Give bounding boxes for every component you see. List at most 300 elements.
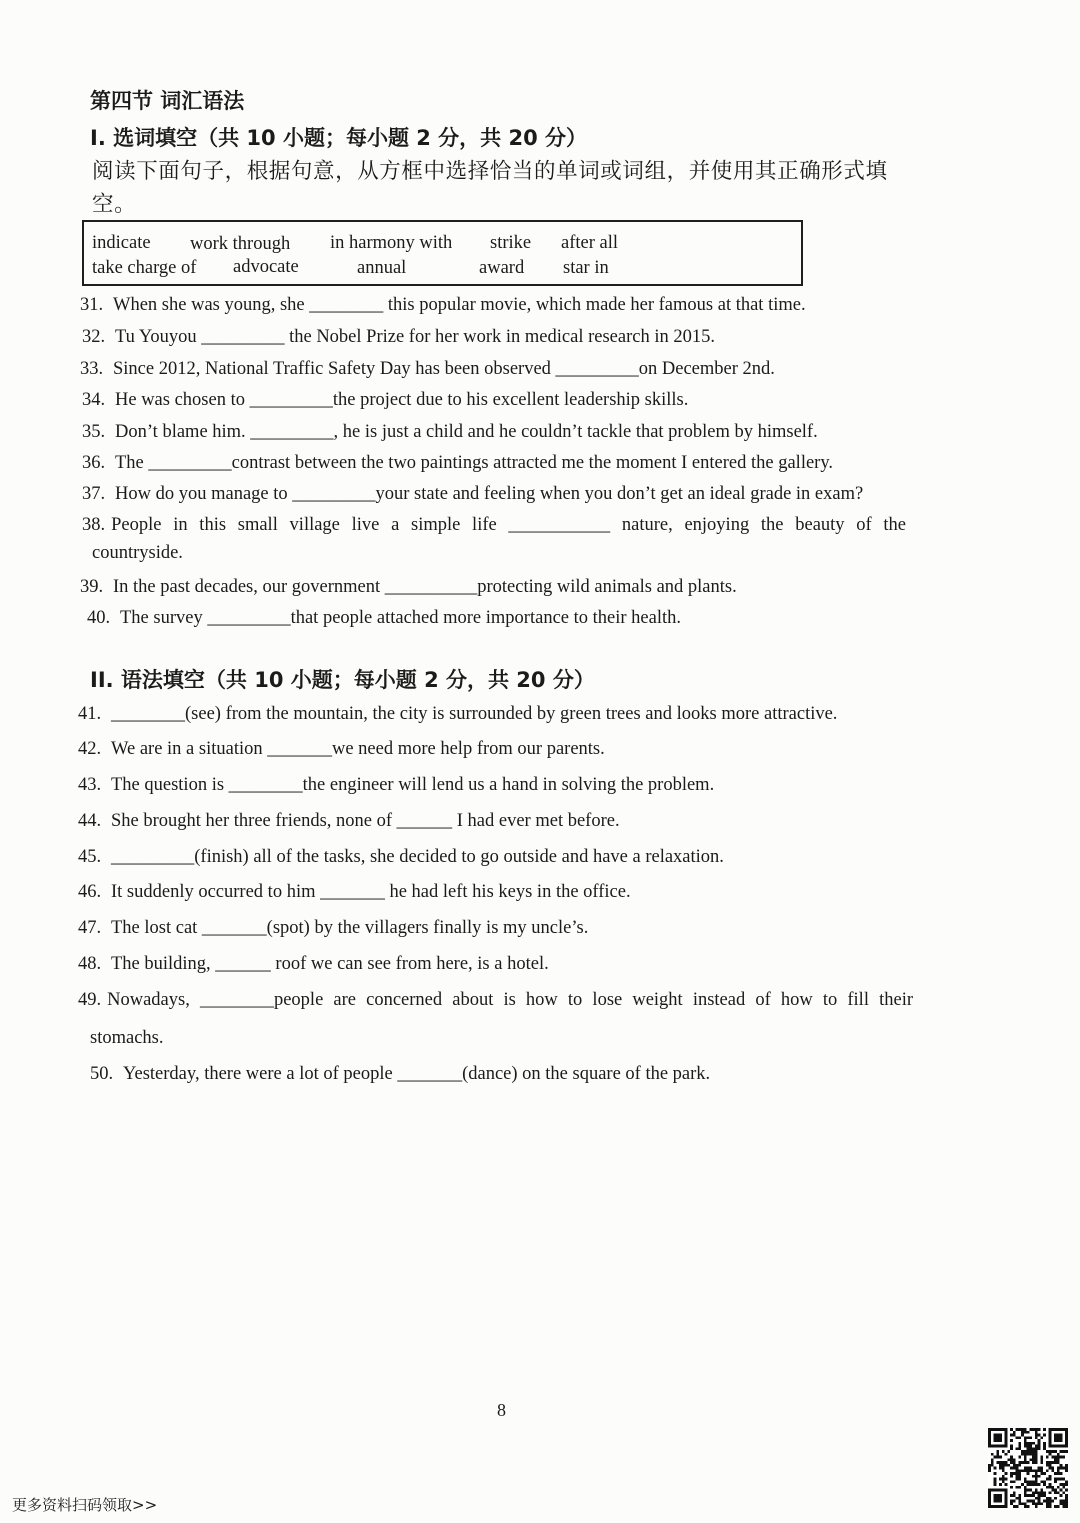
qr-module — [1060, 1472, 1063, 1475]
qr-module — [1038, 1502, 1041, 1505]
qr-module — [1016, 1428, 1019, 1431]
qr-module — [1035, 1478, 1038, 1481]
qr-module — [1016, 1475, 1019, 1478]
qr-module — [1057, 1467, 1060, 1470]
qr-module — [999, 1461, 1002, 1464]
qr-module — [1018, 1486, 1021, 1489]
qr-module — [1005, 1483, 1008, 1486]
qr-module — [1029, 1450, 1032, 1453]
qr-module — [1032, 1494, 1035, 1497]
qr-module — [1024, 1436, 1027, 1439]
qr-module — [1060, 1494, 1063, 1497]
section-title: 第四节 词汇语法 — [90, 89, 245, 113]
qr-module — [1040, 1469, 1043, 1472]
qr-module — [1024, 1469, 1027, 1472]
qr-module — [1035, 1458, 1038, 1461]
question-31 — [80, 293, 806, 317]
qr-module — [1016, 1467, 1019, 1470]
word-option: star in — [563, 258, 609, 278]
qr-module — [994, 1478, 997, 1481]
qr-module — [1062, 1478, 1065, 1481]
question-text: Yesterday, there were a lot of people _______(dance) on the square of the park. — [123, 1064, 711, 1084]
qr-module — [1010, 1494, 1013, 1497]
qr-module — [1046, 1461, 1049, 1464]
qr-module — [1024, 1431, 1027, 1434]
qr-module — [1016, 1436, 1019, 1439]
qr-module — [1029, 1458, 1032, 1461]
qr-module — [1046, 1502, 1049, 1505]
qr-module — [1038, 1469, 1041, 1472]
qr-module — [1060, 1502, 1063, 1505]
qr-module — [1029, 1500, 1032, 1503]
question-45 — [78, 845, 724, 869]
qr-module — [1035, 1502, 1038, 1505]
question-text: How do you manage to _________your state and feeling when you don’t get an ideal grade in exam? — [115, 484, 864, 504]
qr-module — [1010, 1475, 1013, 1478]
question-49 — [78, 988, 913, 1012]
qr-module — [1021, 1461, 1024, 1464]
qr-module — [996, 1453, 999, 1456]
part1-heading: I. 选词填空（共 10 小题；每小题 2 分，共 20 分） — [90, 126, 588, 150]
qr-module — [1043, 1494, 1046, 1497]
qr-module — [1035, 1480, 1038, 1483]
qr-module — [991, 1453, 994, 1456]
qr-module — [994, 1480, 997, 1483]
qr-module — [1051, 1467, 1054, 1470]
qr-module — [1043, 1472, 1046, 1475]
qr-code-icon[interactable] — [988, 1428, 1068, 1508]
qr-module — [1010, 1502, 1013, 1505]
qr-module — [1054, 1491, 1057, 1494]
qr-module — [1021, 1434, 1024, 1437]
qr-module — [1065, 1505, 1068, 1508]
qr-module — [1049, 1502, 1052, 1505]
qr-module — [1024, 1428, 1027, 1431]
question-text: We are in a situation _______we need more help from our parents. — [111, 739, 605, 759]
word-option: advocate — [233, 257, 299, 277]
qr-module — [1002, 1461, 1005, 1464]
qr-module — [1016, 1447, 1019, 1450]
qr-module — [1038, 1445, 1041, 1448]
qr-module — [1040, 1467, 1043, 1470]
qr-module — [1029, 1436, 1032, 1439]
qr-module — [1046, 1478, 1049, 1481]
question-text: ________(see) from the mountain, the city is surrounded by green trees and looks more attractive. — [111, 704, 838, 724]
qr-module — [1065, 1489, 1068, 1492]
qr-module — [1065, 1500, 1068, 1503]
qr-module — [1021, 1502, 1024, 1505]
question-text: Since 2012, National Traffic Safety Day has been observed _________on December 2nd. — [113, 359, 775, 379]
question-number: 37. — [82, 484, 106, 504]
qr-module — [1010, 1434, 1013, 1437]
question-49-continuation: stomachs. — [90, 1028, 164, 1048]
qr-module — [1054, 1489, 1057, 1492]
qr-module — [1043, 1442, 1046, 1445]
qr-module — [1043, 1500, 1046, 1503]
qr-module — [1010, 1472, 1013, 1475]
qr-module — [991, 1464, 994, 1467]
qr-module — [1027, 1483, 1030, 1486]
qr-module — [1043, 1491, 1046, 1494]
qr-module — [1049, 1500, 1052, 1503]
qr-module — [1027, 1445, 1030, 1448]
qr-module — [1043, 1445, 1046, 1448]
qr-module — [1043, 1483, 1046, 1486]
question-number: 43. — [78, 775, 102, 795]
qr-module — [1016, 1486, 1019, 1489]
qr-module — [1057, 1472, 1060, 1475]
qr-module — [1038, 1494, 1041, 1497]
qr-module — [1049, 1491, 1052, 1494]
qr-module — [1010, 1428, 1013, 1431]
qr-module — [1016, 1497, 1019, 1500]
word-option: strike — [490, 233, 532, 253]
qr-module — [1062, 1505, 1065, 1508]
qr-module — [1027, 1436, 1030, 1439]
question-44 — [78, 809, 620, 833]
qr-module — [1040, 1461, 1043, 1464]
qr-module — [1018, 1469, 1021, 1472]
qr-module — [1035, 1489, 1038, 1492]
question-number: 46. — [78, 882, 102, 902]
qr-module — [1062, 1467, 1065, 1470]
question-36 — [82, 451, 833, 475]
qr-module — [1038, 1500, 1041, 1503]
qr-module — [1032, 1502, 1035, 1505]
qr-module — [1005, 1464, 1008, 1467]
qr-module — [1060, 1478, 1063, 1481]
qr-module — [1032, 1475, 1035, 1478]
qr-module — [1002, 1475, 1005, 1478]
question-33 — [80, 357, 775, 381]
qr-module — [1057, 1505, 1060, 1508]
qr-module — [1027, 1431, 1030, 1434]
qr-module — [1049, 1475, 1052, 1478]
qr-module — [1046, 1469, 1049, 1472]
qr-module — [1024, 1456, 1027, 1459]
qr-module — [1049, 1467, 1052, 1470]
qr-module — [1002, 1450, 1005, 1453]
qr-module — [988, 1464, 991, 1467]
qr-module — [1024, 1489, 1027, 1492]
qr-module — [1007, 1464, 1010, 1467]
qr-module — [1021, 1469, 1024, 1472]
qr-module — [1021, 1431, 1024, 1434]
word-option: indicate — [92, 233, 151, 253]
qr-module — [1024, 1494, 1027, 1497]
qr-module — [1049, 1453, 1052, 1456]
question-40 — [87, 606, 681, 630]
qr-module — [1065, 1483, 1068, 1486]
word-option: take charge of — [92, 258, 197, 278]
qr-module — [1024, 1453, 1027, 1456]
qr-module — [1035, 1453, 1038, 1456]
question-text: The building, ______ roof we can see from here, is a hotel. — [111, 954, 549, 974]
qr-module — [1049, 1486, 1052, 1489]
qr-module — [1021, 1428, 1024, 1431]
qr-module — [1054, 1505, 1057, 1508]
qr-module — [1065, 1467, 1068, 1470]
question-35 — [82, 420, 818, 444]
qr-module — [1032, 1480, 1035, 1483]
qr-module — [1032, 1491, 1035, 1494]
qr-module — [1027, 1489, 1030, 1492]
qr-module — [1035, 1469, 1038, 1472]
qr-module — [1065, 1494, 1068, 1497]
qr-module — [1046, 1500, 1049, 1503]
qr-module — [1027, 1442, 1030, 1445]
qr-module — [1002, 1478, 1005, 1481]
qr-module — [1032, 1461, 1035, 1464]
qr-module — [1043, 1447, 1046, 1450]
qr-module — [1040, 1480, 1043, 1483]
question-43 — [78, 773, 714, 797]
qr-module — [1002, 1469, 1005, 1472]
qr-module — [1013, 1480, 1016, 1483]
qr-module — [1046, 1456, 1049, 1459]
qr-module — [1038, 1434, 1041, 1437]
qr-module — [1035, 1450, 1038, 1453]
word-option: annual — [357, 258, 407, 278]
qr-module — [1035, 1431, 1038, 1434]
question-number: 39. — [80, 577, 104, 597]
qr-module — [1002, 1464, 1005, 1467]
qr-module — [1024, 1480, 1027, 1483]
qr-module — [1040, 1472, 1043, 1475]
question-number: 48. — [78, 954, 102, 974]
qr-module — [999, 1456, 1002, 1459]
qr-module — [1035, 1497, 1038, 1500]
qr-module — [1018, 1464, 1021, 1467]
qr-module — [1046, 1464, 1049, 1467]
qr-module — [1024, 1491, 1027, 1494]
question-number: 36. — [82, 453, 106, 473]
qr-module — [1010, 1480, 1013, 1483]
qr-module — [1035, 1447, 1038, 1450]
question-text: The question is ________the engineer will lend us a hand in solving the problem. — [111, 775, 715, 795]
question-46 — [78, 880, 631, 904]
qr-module — [1035, 1434, 1038, 1437]
qr-module — [1029, 1489, 1032, 1492]
qr-module — [1035, 1472, 1038, 1475]
qr-module — [1027, 1505, 1030, 1508]
qr-module — [1010, 1445, 1013, 1448]
qr-module — [1035, 1445, 1038, 1448]
qr-module — [996, 1450, 999, 1453]
qr-module — [1024, 1445, 1027, 1448]
qr-module — [1054, 1478, 1057, 1481]
question-number: 32. — [82, 327, 106, 347]
qr-module — [1032, 1453, 1035, 1456]
qr-module — [999, 1464, 1002, 1467]
qr-module — [1035, 1475, 1038, 1478]
word-option: in harmony with — [330, 233, 453, 253]
qr-module — [1062, 1456, 1065, 1459]
qr-module — [1027, 1461, 1030, 1464]
question-number: 49. — [78, 990, 102, 1010]
qr-module — [1032, 1483, 1035, 1486]
question-number: 44. — [78, 811, 102, 831]
qr-module — [1040, 1494, 1043, 1497]
qr-module — [1024, 1439, 1027, 1442]
qr-module — [1054, 1450, 1057, 1453]
qr-module — [1027, 1447, 1030, 1450]
qr-module — [1060, 1500, 1063, 1503]
qr-module — [1018, 1436, 1021, 1439]
qr-module — [1018, 1456, 1021, 1459]
qr-module — [1054, 1458, 1057, 1461]
question-number: 35. — [82, 422, 106, 442]
qr-module — [1029, 1445, 1032, 1448]
qr-module — [1035, 1491, 1038, 1494]
question-text: Tu Youyou _________ the Nobel Prize for her work in medical research in 2015. — [115, 327, 715, 347]
qr-module — [1054, 1456, 1057, 1459]
qr-module — [1049, 1464, 1052, 1467]
qr-module — [1049, 1483, 1052, 1486]
page-number: 8 — [497, 1400, 506, 1420]
qr-module — [1029, 1428, 1032, 1431]
qr-module — [1054, 1497, 1057, 1500]
qr-module — [994, 1483, 997, 1486]
qr-module — [1038, 1491, 1041, 1494]
qr-module — [1040, 1489, 1043, 1492]
question-48 — [78, 952, 549, 976]
qr-module — [1043, 1428, 1046, 1431]
qr-module — [1016, 1464, 1019, 1467]
qr-module — [1049, 1505, 1052, 1508]
question-number: 33. — [80, 359, 104, 379]
qr-module — [1029, 1483, 1032, 1486]
qr-module — [1035, 1483, 1038, 1486]
question-text: It suddenly occurred to him _______ he had left his keys in the office. — [111, 882, 631, 902]
qr-module — [1043, 1480, 1046, 1483]
part1-instruction-line2: 空。 — [92, 192, 137, 217]
qr-module — [1065, 1480, 1068, 1483]
qr-module — [1018, 1494, 1021, 1497]
question-text: When she was young, she ________ this popular movie, which made her famous at that time. — [113, 295, 806, 315]
qr-module — [1054, 1461, 1057, 1464]
qr-module — [1035, 1505, 1038, 1508]
qr-module — [1024, 1442, 1027, 1445]
qr-module — [1051, 1489, 1054, 1492]
qr-module — [988, 1467, 991, 1470]
question-50 — [90, 1062, 710, 1086]
word-box — [82, 220, 803, 286]
part1-instruction-line1: 阅读下面句子，根据句意，从方框中选择恰当的单词或词组，并使用其正确形式填 — [92, 159, 888, 184]
qr-module — [999, 1478, 1002, 1481]
qr-module — [1005, 1453, 1008, 1456]
qr-module — [1018, 1475, 1021, 1478]
question-42 — [78, 737, 605, 761]
qr-module — [1038, 1497, 1041, 1500]
question-number: 38. — [82, 515, 106, 535]
qr-module — [1016, 1472, 1019, 1475]
qr-module — [1013, 1461, 1016, 1464]
question-number: 50. — [90, 1064, 114, 1084]
qr-module — [1005, 1461, 1008, 1464]
qr-module — [1040, 1436, 1043, 1439]
qr-module — [1035, 1428, 1038, 1431]
qr-module — [1013, 1431, 1016, 1434]
question-text: In the past decades, our government __________protecting wild animals and plants. — [113, 577, 737, 597]
qr-module — [1018, 1428, 1021, 1431]
qr-module — [1038, 1475, 1041, 1478]
word-option: work through — [190, 234, 291, 254]
part2-heading: II. 语法填空（共 10 小题；每小题 2 分，共 20 分） — [90, 668, 595, 692]
qr-module — [1051, 1486, 1054, 1489]
word-option: after all — [561, 233, 618, 253]
question-47 — [78, 916, 588, 940]
qr-module — [1038, 1483, 1041, 1486]
qr-module — [1024, 1461, 1027, 1464]
qr-module — [1049, 1478, 1052, 1481]
qr-module — [1032, 1500, 1035, 1503]
qr-module — [994, 1467, 997, 1470]
qr-module — [1018, 1447, 1021, 1450]
qr-module — [1051, 1469, 1054, 1472]
qr-module — [1040, 1491, 1043, 1494]
question-text: People in this small village live a simple life ___________ nature, enjoying the beauty of the — [111, 515, 906, 535]
qr-module — [1024, 1467, 1027, 1470]
question-number: 47. — [78, 918, 102, 938]
qr-module — [1005, 1478, 1008, 1481]
qr-module — [1029, 1467, 1032, 1470]
question-number: 40. — [87, 608, 111, 628]
qr-module — [1010, 1447, 1013, 1450]
question-number: 31. — [80, 295, 104, 315]
qr-module — [1062, 1483, 1065, 1486]
qr-module — [994, 1494, 1002, 1502]
qr-module — [1032, 1428, 1035, 1431]
qr-module — [1057, 1458, 1060, 1461]
qr-module — [1038, 1439, 1041, 1442]
qr-module — [1018, 1442, 1021, 1445]
qr-module — [1035, 1461, 1038, 1464]
qr-module — [1007, 1458, 1010, 1461]
qr-module — [1057, 1491, 1060, 1494]
qr-module — [1016, 1505, 1019, 1508]
qr-module — [1057, 1456, 1060, 1459]
qr-module — [1062, 1502, 1065, 1505]
qr-module — [1018, 1502, 1021, 1505]
qr-module — [1018, 1445, 1021, 1448]
qr-module — [1027, 1453, 1030, 1456]
qr-module — [1051, 1461, 1054, 1464]
qr-module — [1060, 1483, 1063, 1486]
qr-module — [1057, 1469, 1060, 1472]
qr-module — [1049, 1461, 1052, 1464]
qr-module — [1054, 1434, 1062, 1442]
qr-module — [1038, 1442, 1041, 1445]
qr-module — [1024, 1502, 1027, 1505]
qr-module — [1040, 1502, 1043, 1505]
question-37 — [82, 482, 863, 506]
qr-module — [1013, 1464, 1016, 1467]
qr-module — [1016, 1469, 1019, 1472]
qr-module — [1013, 1472, 1016, 1475]
qr-module — [1065, 1469, 1068, 1472]
question-text: He was chosen to _________the project due to his excellent leadership skills. — [115, 390, 689, 410]
question-number: 41. — [78, 704, 102, 724]
qr-module — [1027, 1480, 1030, 1483]
question-38-continuation: countryside. — [92, 543, 183, 563]
qr-module — [1013, 1494, 1016, 1497]
qr-module — [1029, 1494, 1032, 1497]
qr-module — [1007, 1450, 1010, 1453]
qr-module — [1060, 1456, 1063, 1459]
qr-module — [1010, 1461, 1013, 1464]
qr-module — [1027, 1472, 1030, 1475]
